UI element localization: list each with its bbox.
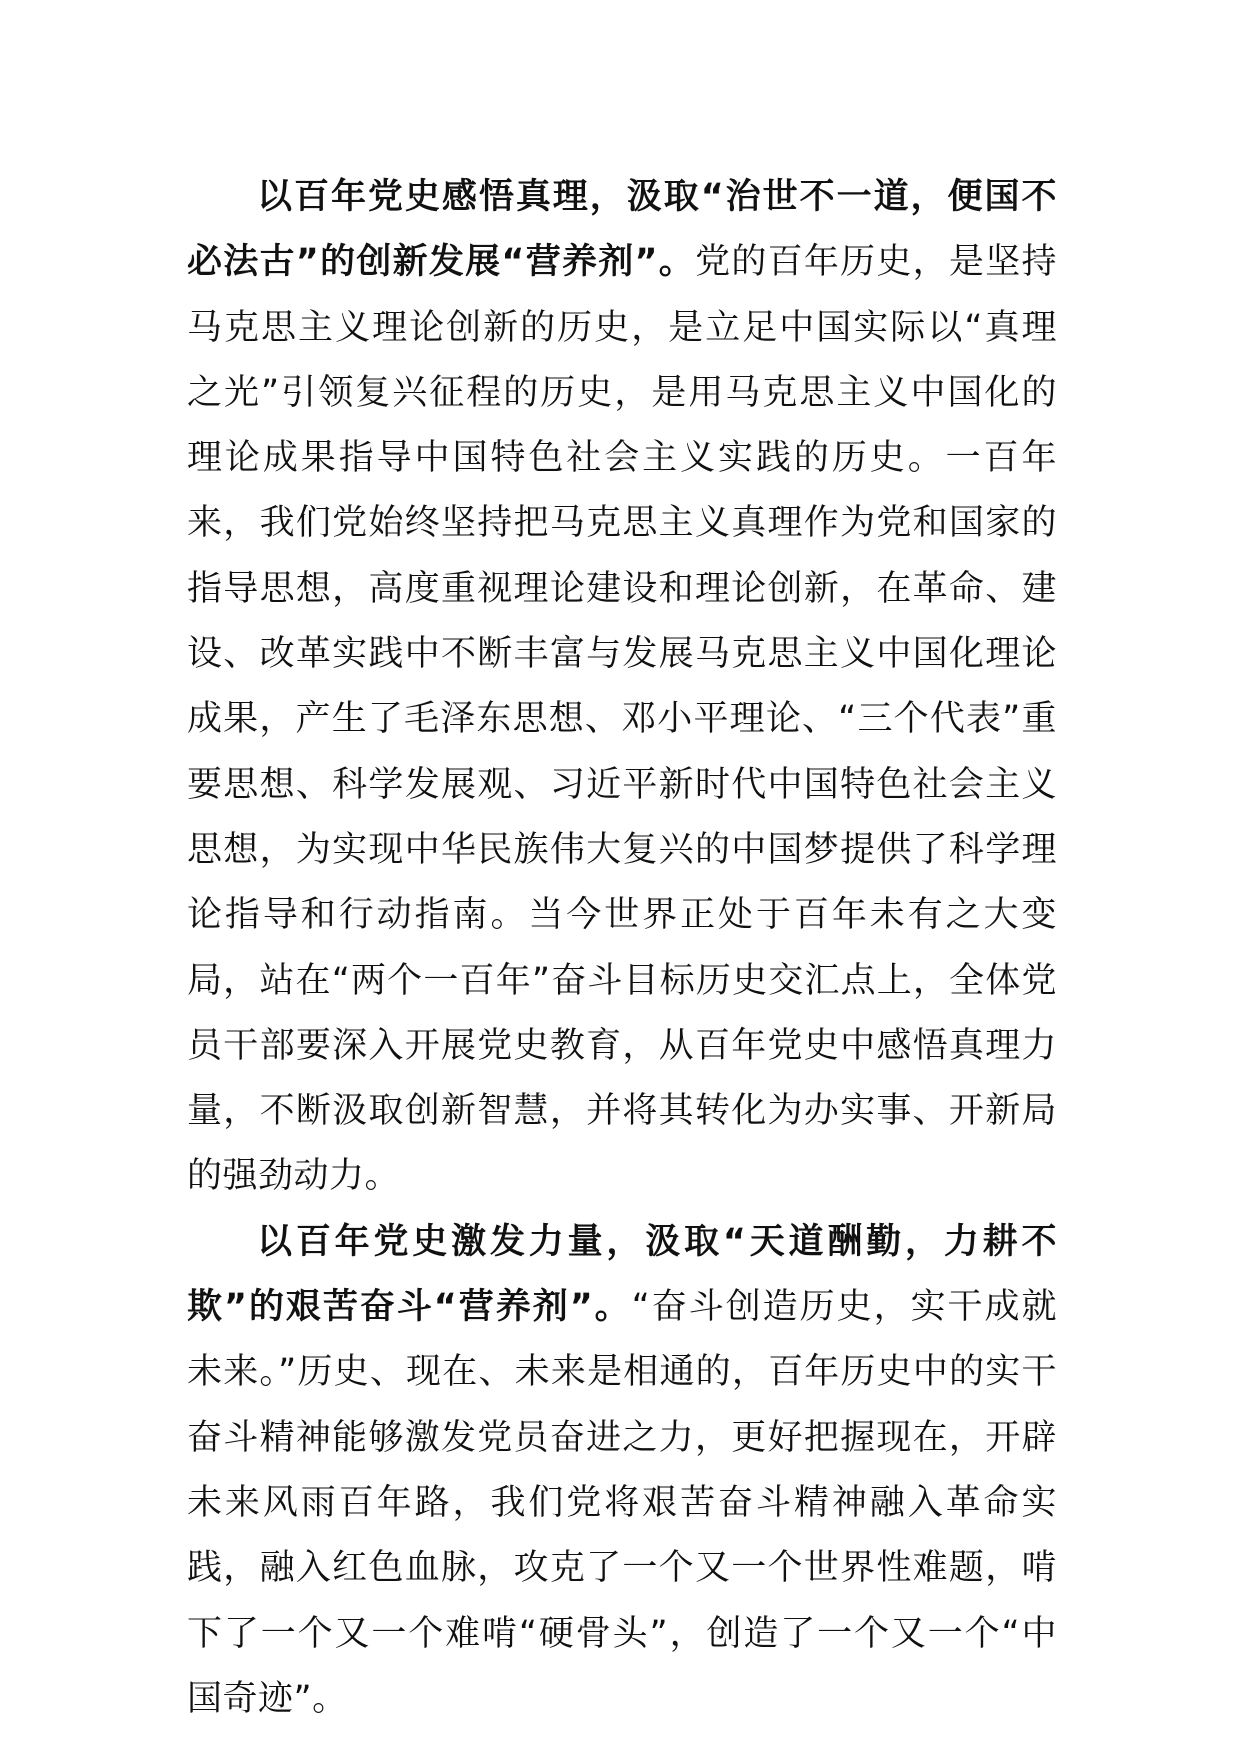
paragraph-1 <box>187 165 1057 1210</box>
document-page <box>187 165 1057 1719</box>
paragraph-2 <box>187 1210 1057 1732</box>
paragraph-1-lead: 以百年党史感悟真理，汲取“治世不一道，便国不必法古”的创新发展“营养剂”。 <box>187 177 1057 283</box>
paragraph-2-body: “奋斗创造历史，实干成就未来。”历史、现在、未来是相通的，百年历史中的实干奋斗精神能够激发党员奋进之力，更好把握现在，开辟未来风雨百年路，我们党将艰苦奋斗精神融入革命实践，融入红色血脉，攻克了一个又一个世界性难题，啃下了一个又一个难啃“硬骨头”，创造了一个又一个“中国奇迹”。 <box>187 1287 1057 1719</box>
paragraph-1-body: 党的百年历史，是坚持马克思主义理论创新的历史，是立足中国实际以“真理之光”引领复兴征程的历史，是用马克思主义中国化的理论成果指导中国特色社会主义实践的历史。一百年来，我们党始终坚持把马克思主义真理作为党和国家的指导思想，高度重视理论建设和理论创新，在革命、建设、改革实践中不断丰富与发展马克思主义中国化理论成果，产生了毛泽东思想、邓小平理论、“三个代表”重要思想、科学发展观、习近平新时代中国特色社会主义思想，为实现中华民族伟大复兴的中国梦提供了科学理论指导和行动指南。当今世界正处于百年未有之大变局，站在“两个一百年”奋斗目标历史交汇点上，全体党员干部要深入开展党史教育，从百年党史中感悟真理力量，不断汲取创新智慧，并将其转化为办实事、开新局的强劲动力。 <box>187 242 1057 1197</box>
paragraph-2-lead: 以百年党史激发力量，汲取“天道酬勤，力耕不欺”的艰苦奋斗“营养剂”。 <box>187 1221 1057 1328</box>
